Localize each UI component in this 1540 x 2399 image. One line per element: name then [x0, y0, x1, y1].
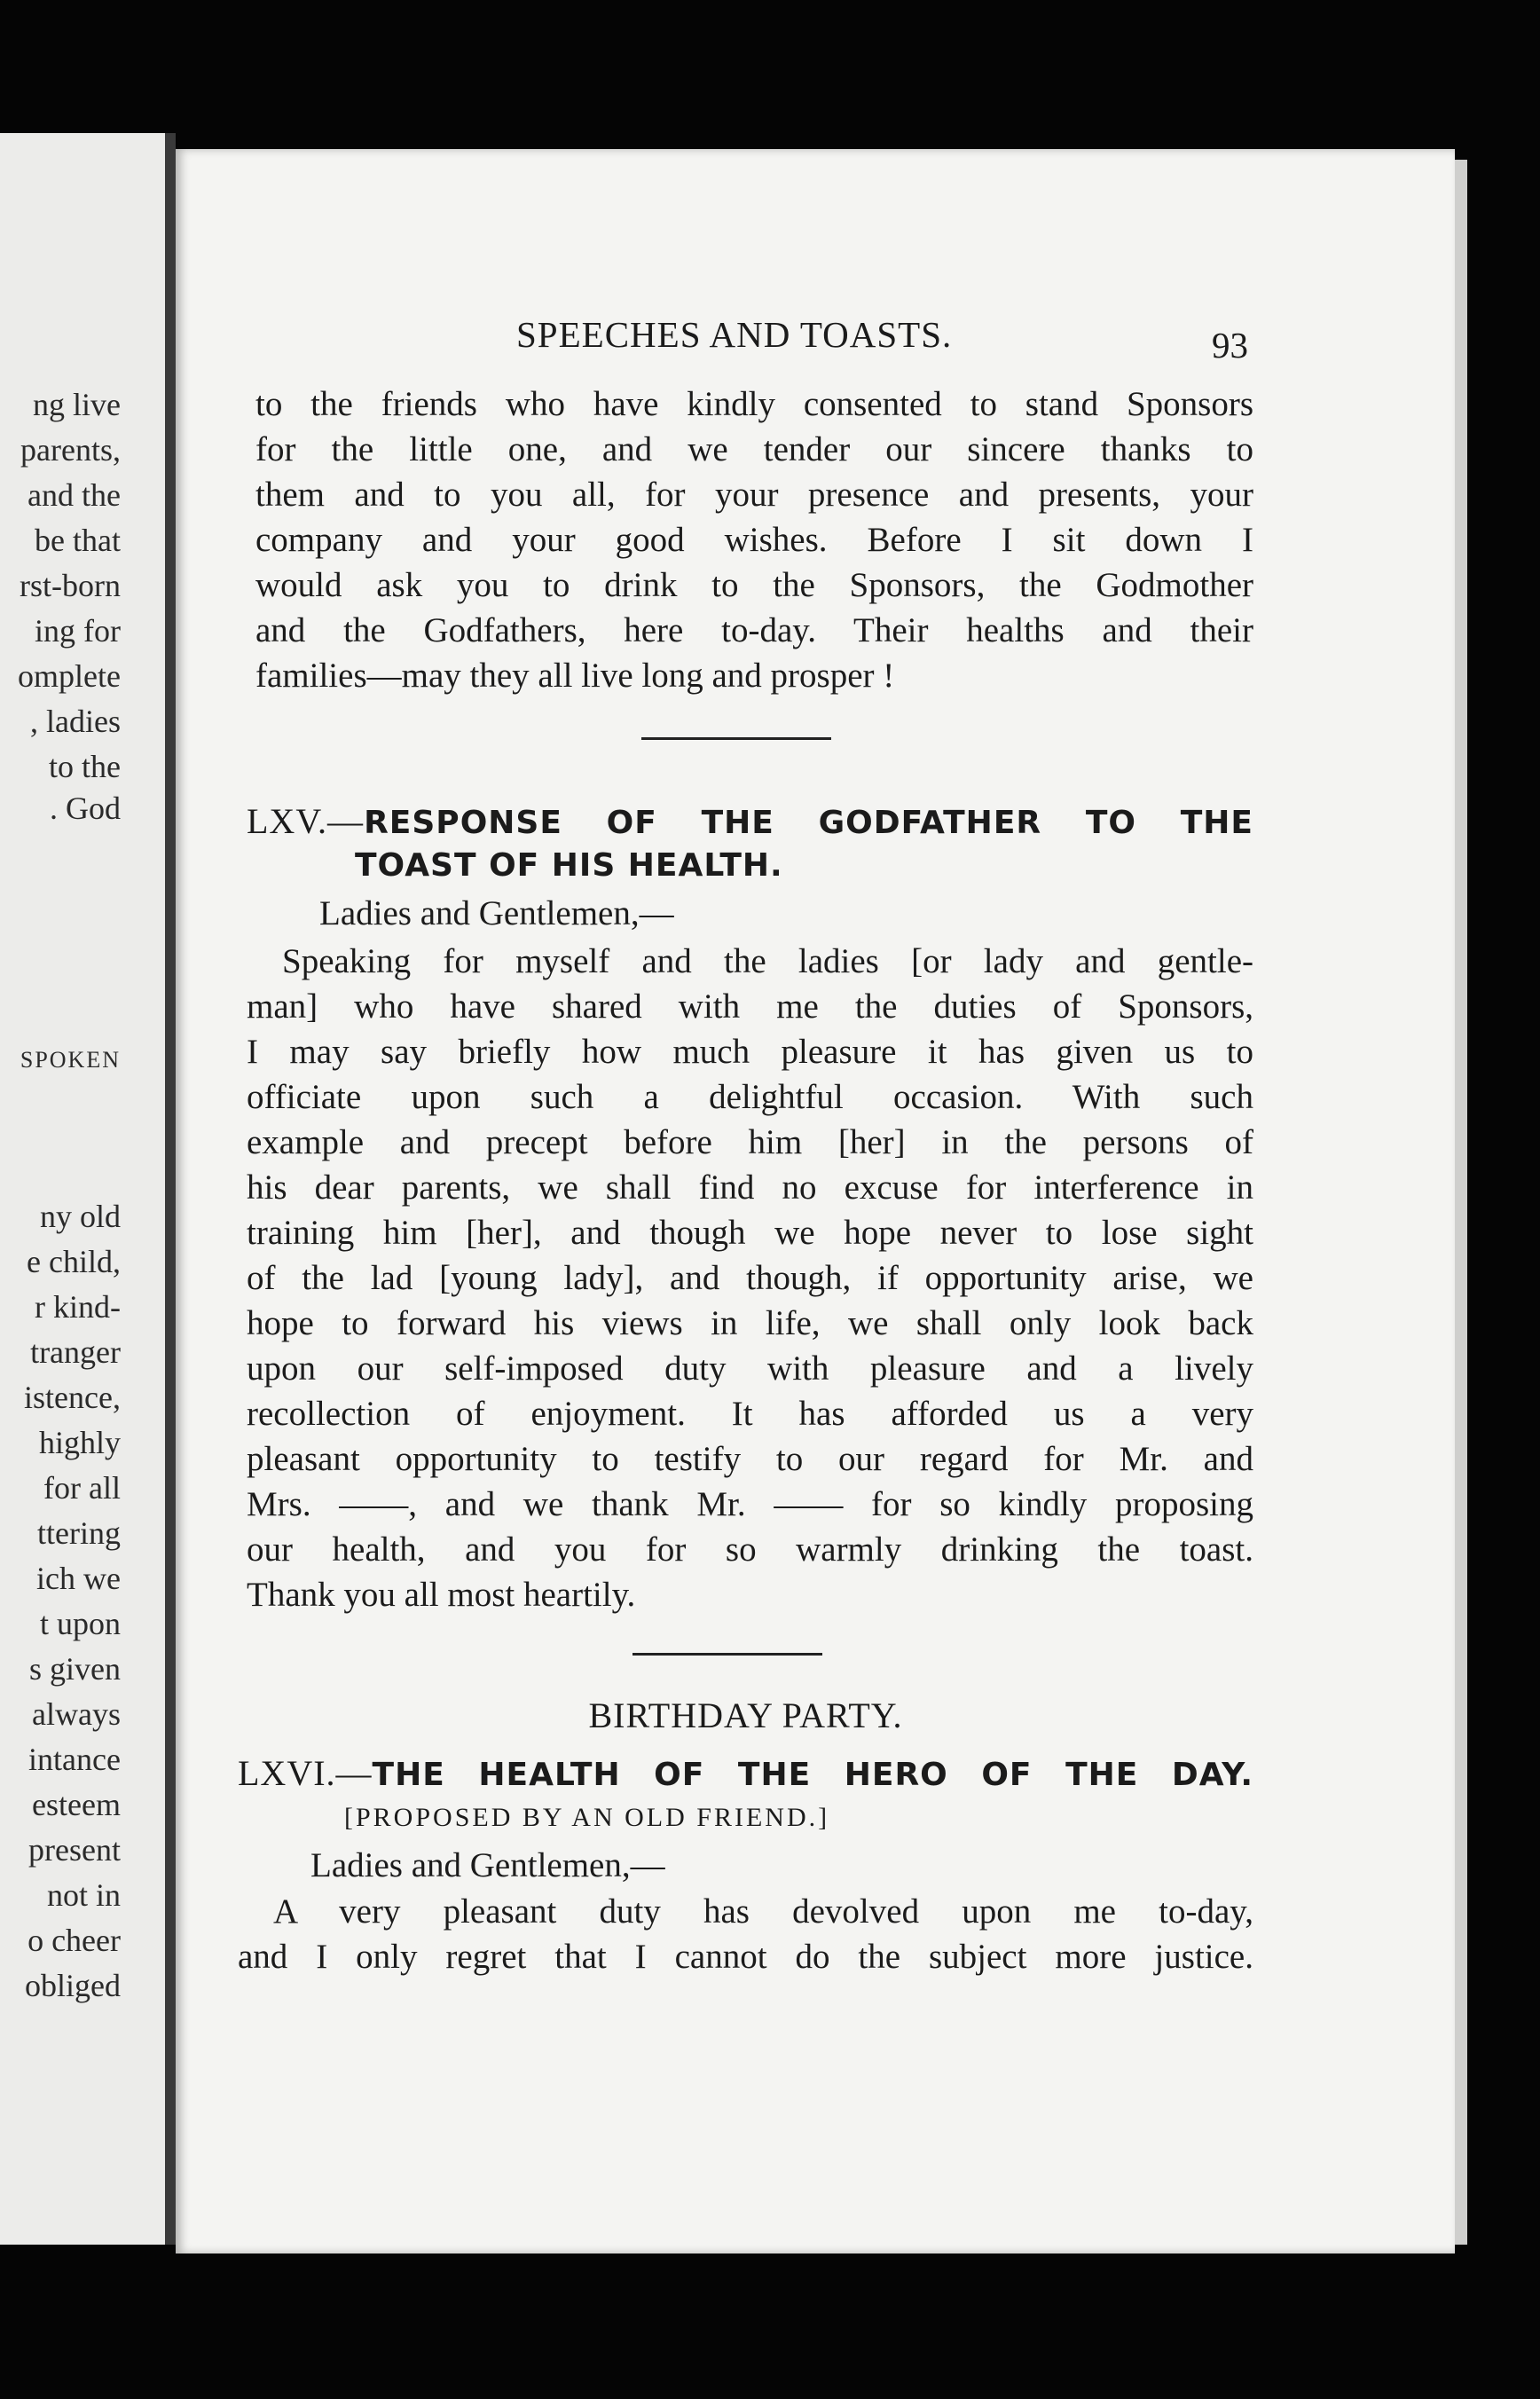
- left-fragment: ttering: [37, 1515, 121, 1551]
- text-line: I may say briefly how much pleasure it has given us to: [247, 1033, 1253, 1071]
- section-number: LXVI.—: [238, 1753, 373, 1793]
- text-line: them and to you all, for your presence and presents, your: [255, 476, 1253, 514]
- section-title-birthday: BIRTHDAY PARTY.: [588, 1695, 903, 1735]
- text-line: for the little one, and we tender our sincere thanks to: [255, 430, 1253, 468]
- text-line: would ask you to drink to the Sponsors, the Godmother: [255, 566, 1253, 604]
- section-body: [247, 939, 1253, 1617]
- section-title-line2: TOAST OF HIS HEALTH.: [355, 847, 783, 884]
- left-fragment: istence,: [24, 1380, 121, 1415]
- text-line: of the lad [young lady], and though, if opportunity arise, we: [247, 1259, 1253, 1297]
- continuation-paragraph: [255, 381, 1253, 698]
- text-line: training him [her], and though we hope never to lose sight: [247, 1214, 1253, 1252]
- left-fragment: intance: [28, 1742, 121, 1777]
- left-fragment: , ladies: [30, 704, 121, 739]
- left-fragment: SPOKEN: [20, 1047, 121, 1073]
- left-fragment: e child,: [27, 1244, 121, 1279]
- text-block: [238, 381, 1253, 1979]
- left-fragment: present: [28, 1832, 121, 1868]
- left-fragment: ing for: [35, 613, 121, 649]
- left-fragment: tranger: [30, 1334, 121, 1370]
- section-note: [PROPOSED BY AN OLD FRIEND.]: [344, 1803, 830, 1832]
- text-line: company and your good wishes. Before I sit down I: [255, 521, 1253, 559]
- text-line: and I only regret that I cannot do the subject more justice.: [238, 1938, 1253, 1976]
- salutation: Ladies and Gentlemen,—: [310, 1846, 665, 1884]
- text-line: Mrs. ——, and we thank Mr. —— for so kindly proposing: [247, 1485, 1253, 1523]
- section-heading: [238, 1752, 1253, 1797]
- left-fragment: t upon: [39, 1606, 121, 1641]
- left-fragment: r kind-: [35, 1289, 121, 1325]
- text-line: Thank you all most heartily.: [247, 1576, 636, 1614]
- left-fragment: rst-born: [20, 568, 121, 603]
- section-divider: [632, 1653, 822, 1656]
- section-number: LXV.—: [247, 801, 365, 841]
- section-body: [238, 1889, 1253, 1979]
- text-line: Speaking for myself and the ladies [or lady and gentle-: [282, 942, 1253, 980]
- section-divider: [641, 737, 831, 740]
- section-title-line1: RESPONSE OF THE GODFATHER TO THE: [364, 805, 1253, 841]
- page-header: [176, 313, 1455, 366]
- left-fragment: highly: [38, 1425, 121, 1460]
- page-edge: [1455, 160, 1467, 2245]
- text-line: hope to forward his views in life, we shall only look back: [247, 1304, 1253, 1342]
- book-page: [176, 149, 1455, 2253]
- left-fragment: ng live: [33, 387, 121, 422]
- book-gutter: [165, 133, 176, 2245]
- text-line: our health, and you for so warmly drinking the toast.: [247, 1530, 1253, 1569]
- salutation: Ladies and Gentlemen,—: [319, 894, 674, 932]
- text-line: and the Godfathers, here to-day. Their healths and their: [255, 611, 1253, 649]
- text-line: to the friends who have kindly consented to stand Sponsors: [255, 385, 1253, 423]
- text-line: pleasant opportunity to testify to our regard for Mr. and: [247, 1440, 1253, 1478]
- left-fragment: omplete: [18, 658, 121, 694]
- text-line: upon our self-imposed duty with pleasure and a lively: [247, 1349, 1253, 1388]
- left-facing-page: [0, 133, 167, 2245]
- text-line: A very pleasant duty has devolved upon me to-day,: [273, 1892, 1253, 1931]
- left-fragment: ny old: [39, 1199, 121, 1234]
- text-line: man] who have shared with me the duties of Sponsors,: [247, 987, 1253, 1026]
- left-fragment: obliged: [25, 1968, 121, 2003]
- running-head: SPEECHES AND TOASTS.: [516, 314, 953, 355]
- section-title: THE HEALTH OF THE HERO OF THE DAY.: [372, 1757, 1253, 1793]
- text-line: recollection of enjoyment. It has afforded us a very: [247, 1395, 1253, 1433]
- left-fragment: . God: [50, 790, 121, 826]
- left-fragment: o cheer: [28, 1923, 121, 1958]
- left-fragment: ich we: [36, 1561, 121, 1596]
- left-fragment: be that: [35, 523, 121, 558]
- section-heading: [247, 800, 1253, 845]
- section-lxvi: [238, 1752, 1253, 1979]
- page-number: 93: [1212, 325, 1248, 366]
- left-fragment: and the: [28, 477, 121, 513]
- left-fragment: to the: [49, 749, 121, 784]
- section-lxv: [247, 800, 1253, 1617]
- text-line: officiate upon such a delightful occasion. With such: [247, 1078, 1253, 1116]
- text-line: families—may they all live long and prosper !: [255, 657, 895, 695]
- left-fragment: esteem: [32, 1787, 121, 1822]
- text-line: his dear parents, we shall find no excuse for interference in: [247, 1168, 1253, 1207]
- left-fragment: for all: [43, 1470, 121, 1506]
- left-fragment: parents,: [20, 432, 121, 468]
- left-fragment: s given: [29, 1651, 121, 1687]
- text-line: example and precept before him [her] in the persons of: [247, 1123, 1253, 1161]
- left-fragment: always: [32, 1696, 121, 1732]
- left-fragment: not in: [46, 1877, 121, 1913]
